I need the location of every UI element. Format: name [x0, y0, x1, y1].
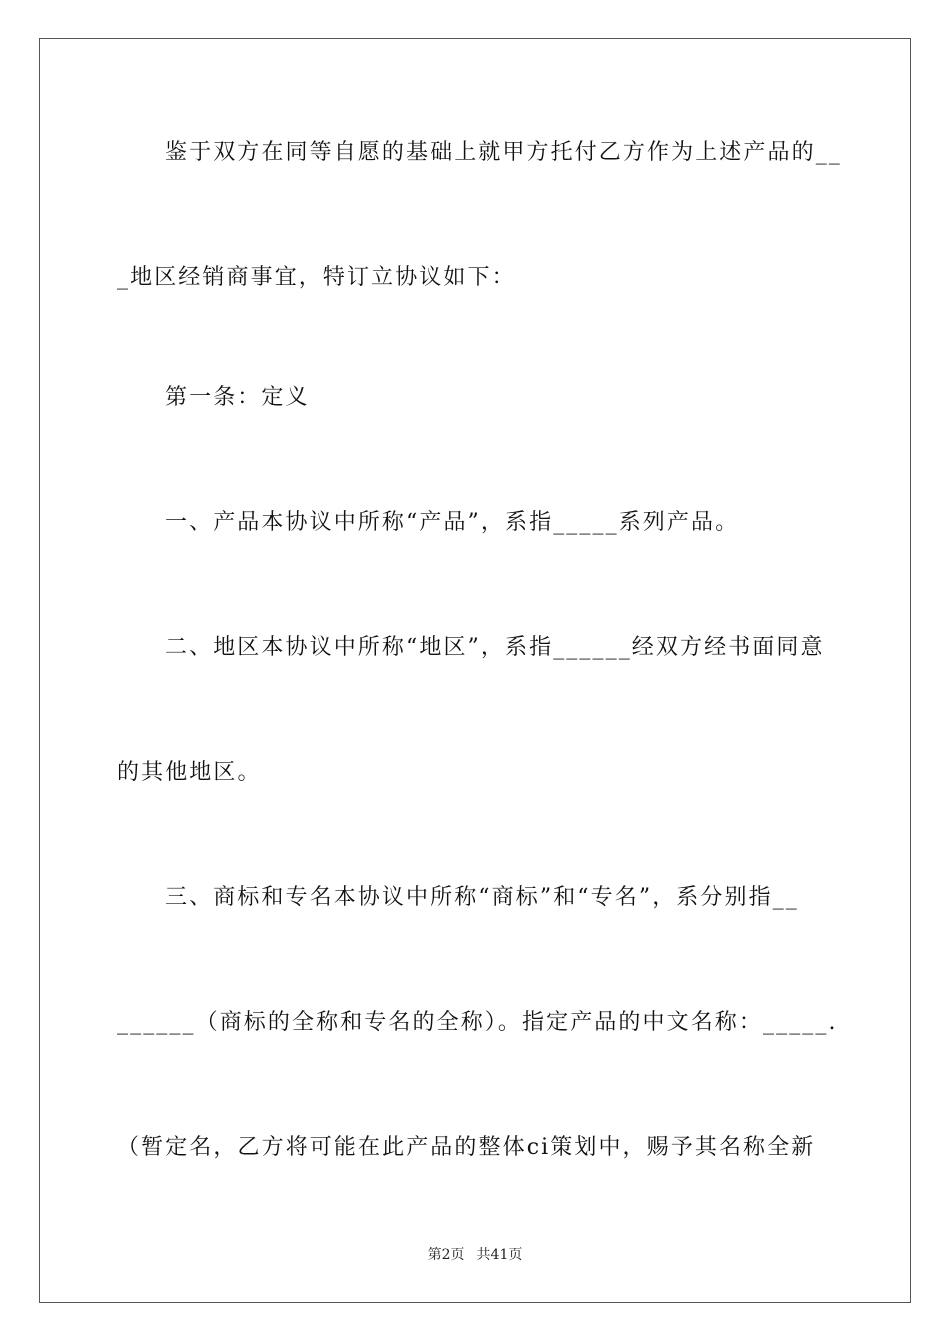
paragraph-line: 一、产品本协议中所称“产品”，系指_____系列产品。: [165, 510, 740, 535]
page-frame: [39, 38, 911, 1303]
page-footer: [0, 1245, 950, 1265]
paragraph-line: 的其他地区。: [117, 760, 262, 785]
paragraph-line: （暂定名，乙方将可能在此产品的整体ci策划中，赐予其名称全新: [117, 1135, 816, 1160]
total-pages: 共41页: [476, 1247, 523, 1263]
page-number: 第2页: [427, 1247, 465, 1263]
article-heading: 第一条：定义: [165, 385, 310, 410]
paragraph-line: _地区经销商事宜，特订立协议如下：: [117, 265, 516, 290]
paragraph-line: ______（商标的全称和专名的全称）。指定产品的中文名称：_____.: [117, 1010, 838, 1035]
paragraph-line: 二、地区本协议中所称“地区”，系指______经双方经书面同意: [165, 635, 825, 660]
paragraph-line: 三、商标和专名本协议中所称“商标”和“专名”，系分别指__: [165, 885, 799, 910]
paragraph-line: 鉴于双方在同等自愿的基础上就甲方托付乙方作为上述产品的__: [165, 140, 842, 165]
